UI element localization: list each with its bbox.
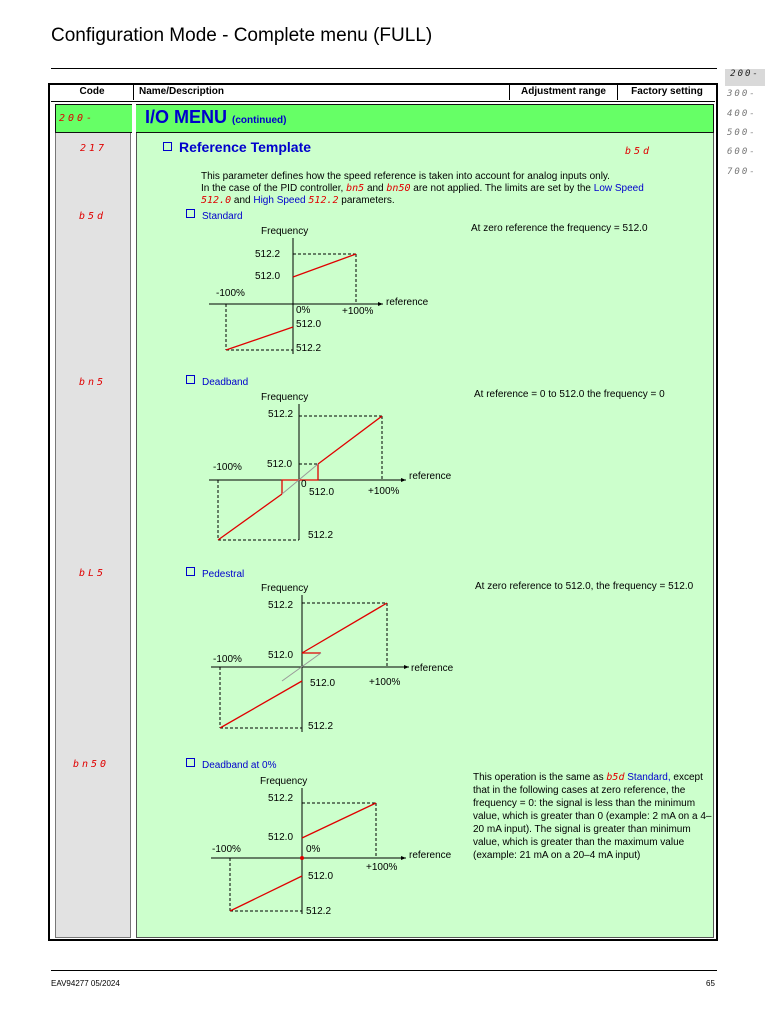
option-pedestral: Pedestral [186,567,244,580]
pedestral-note: At zero reference to 512.0, the frequency = 512.0 [475,581,694,592]
side-tab-400[interactable]: 400- [727,109,757,119]
svg-text:0: 0 [301,479,307,490]
option-code-pedestral: bL5 [79,568,107,579]
frequency-label-1: Frequency [261,226,309,237]
svg-text:reference: reference [409,850,452,861]
frequency-label-3: Frequency [261,583,309,594]
svg-text:+100%: +100% [342,306,374,317]
option-standard: Standard [186,209,243,222]
svg-text:512.0: 512.0 [309,487,335,498]
svg-text:512.2: 512.2 [308,530,334,541]
svg-text:512.0: 512.0 [310,678,336,689]
side-tab-600[interactable]: 600- [727,147,757,157]
option-code-standard: b5d [79,211,107,222]
side-tab-300[interactable]: 300- [727,89,757,99]
standard-note: At zero reference the frequency = 512.0 [471,223,648,234]
svg-text:0%: 0% [296,305,311,316]
footer-rule [51,970,717,971]
side-tab-200[interactable]: 200- [725,69,765,86]
frequency-label-4: Frequency [260,776,308,787]
svg-text:512.2: 512.2 [268,793,294,804]
range-header: Adjustment range [510,84,618,100]
svg-text:512.0: 512.0 [255,271,281,282]
svg-text:512.0: 512.0 [268,832,294,843]
menu-title: I/O MENU (continued) [145,107,287,127]
document-reference: EAV94277 05/2024 [51,979,120,988]
svg-text:512.2: 512.2 [255,249,281,260]
option-deadband: Deadband [186,375,248,388]
option-deadband-zero: Deadband at 0% [186,758,277,771]
parameter-title: Reference Template [163,139,311,155]
deadband-note: At reference = 0 to 512.0 the frequency = 0 [474,389,665,400]
svg-text:-100%: -100% [216,288,245,299]
option-code-deadband-zero: bn50 [73,759,110,770]
svg-text:512.0: 512.0 [308,871,334,882]
svg-text:+100%: +100% [366,862,398,873]
svg-text:512.0: 512.0 [267,459,293,470]
page-title: Configuration Mode - Complete menu (FULL) [51,25,433,46]
page-number: 65 [706,979,715,988]
svg-text:512.0: 512.0 [268,650,294,661]
frequency-label-2: Frequency [261,392,309,403]
svg-text:0%: 0% [306,844,321,855]
deadband-zero-note: This operation is the same as b5d Standard, except that in the following cases at zero reference, the frequency = 0: the signal is less than the minimum value, which is greater than 0 (example: 2 mA on a 4–20 mA input). The signal is greater than minimum value, which is greater than the maximum value (example: 21 mA on a 20–4 mA input) [473,772,712,861]
name-header: Name/Description [134,84,510,100]
svg-text:512.0: 512.0 [296,319,322,330]
menu-code: 200- [59,113,96,124]
svg-text:reference: reference [411,663,454,674]
svg-text:512.2: 512.2 [308,721,334,732]
svg-text:512.2: 512.2 [268,600,294,611]
svg-text:-100%: -100% [212,844,241,855]
svg-text:reference: reference [409,471,452,482]
side-tab-700[interactable]: 700- [727,167,757,177]
factory-header: Factory setting [631,86,703,97]
svg-text:+100%: +100% [368,486,400,497]
svg-text:+100%: +100% [369,677,401,688]
svg-text:-100%: -100% [213,654,242,665]
svg-text:512.2: 512.2 [296,343,322,354]
code-header: Code [51,84,134,100]
parameter-code: 217 [80,143,108,154]
svg-text:512.2: 512.2 [306,906,332,917]
parameter-description: This parameter defines how the speed reference is taken into account for analog inputs only. In the case of the PID controller, bn5 and bn50 are not applied. The limits are set by the Low Speed 512.0 and High Speed 512.2 parameters. [201,171,644,206]
factory-value: b5d [625,146,653,157]
side-tab-500[interactable]: 500- [727,128,757,138]
svg-text:512.2: 512.2 [268,409,294,420]
svg-text:reference: reference [386,297,429,308]
svg-text:-100%: -100% [213,462,242,473]
option-code-deadband: bn5 [79,377,107,388]
